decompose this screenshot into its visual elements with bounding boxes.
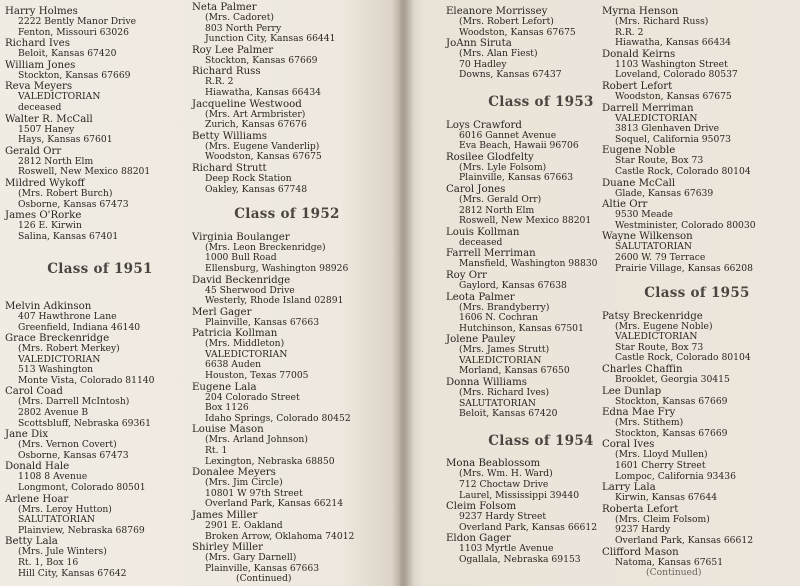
alumni-detail-line: Fenton, Missouri 63026 bbox=[18, 26, 129, 38]
alumni-name: Donna Williams bbox=[446, 377, 528, 389]
alumni-detail-line: (Mrs. Eugene Noble) bbox=[615, 320, 713, 332]
alumni-name: James Miller bbox=[192, 510, 258, 521]
alumni-detail-line: Laurel, Mississippi 39440 bbox=[459, 489, 580, 501]
alumni-detail-line: (Mrs. Robert Burch) bbox=[18, 187, 113, 199]
alumni-list-1951 bbox=[5, 301, 195, 579]
alumni-detail-line: 1103 Myrtle Avenue bbox=[459, 543, 554, 555]
alumni-name: Harry Holmes bbox=[5, 6, 78, 17]
alumni-entry bbox=[192, 2, 382, 45]
alumni-detail-line: (Mrs. Jim Circle) bbox=[205, 477, 283, 489]
class-heading-1955: Class of 1955 bbox=[644, 285, 750, 302]
alumni-name: Darrell Merriman bbox=[602, 102, 694, 114]
column-1 bbox=[5, 6, 195, 579]
alumni-name: Reva Meyers bbox=[5, 81, 73, 93]
alumni-detail-line: R.R. 2 bbox=[205, 76, 234, 88]
alumni-name: Roy Lee Palmer bbox=[192, 44, 274, 56]
alumni-detail-line: 204 Colorado Street bbox=[205, 391, 300, 403]
alumni-entry bbox=[5, 210, 195, 242]
alumni-detail-line: Broken Arrow, Oklahoma 74012 bbox=[205, 530, 355, 542]
alumni-detail-line: (Mrs. Cleim Folsom) bbox=[615, 513, 710, 525]
alumni-entry bbox=[192, 424, 382, 467]
alumni-detail-line: (Mrs. Arland Johnson) bbox=[205, 434, 308, 446]
alumni-detail-line: (Mrs. Middleton) bbox=[205, 338, 285, 350]
class-heading-1953: Class of 1953 bbox=[488, 93, 594, 110]
alumni-detail-line: Castle Rock, Colorado 80104 bbox=[615, 165, 751, 177]
alumni-name: James O'Rorke bbox=[5, 210, 82, 222]
alumni-detail-line: Hiawatha, Kansas 66434 bbox=[615, 37, 732, 49]
alumni-detail-line: Beloit, Kansas 67420 bbox=[18, 48, 117, 60]
alumni-detail-line: Overland Park, Kansas 66214 bbox=[205, 498, 344, 510]
alumni-detail-line: (Mrs. Jule Winters) bbox=[18, 546, 107, 558]
alumni-entry bbox=[192, 131, 382, 163]
alumni-detail-line: (Mrs. Lloyd Mullen) bbox=[615, 449, 708, 461]
alumni-detail-line: 1103 Washington Street bbox=[615, 58, 728, 70]
alumni-entry bbox=[192, 382, 382, 425]
alumni-name: Betty Lala bbox=[5, 536, 58, 548]
alumni-detail-line: 712 Choctaw Drive bbox=[459, 479, 549, 491]
alumni-detail-line: SALUTATORIAN bbox=[615, 241, 692, 253]
alumni-detail-line: Roswell, New Mexico 88201 bbox=[18, 166, 151, 178]
alumni-name: Lee Dunlap bbox=[602, 385, 662, 397]
alumni-detail-line: (Mrs. Gerald Orr) bbox=[459, 193, 542, 205]
alumni-entry bbox=[5, 114, 195, 146]
alumni-detail-line: Prairie Village, Kansas 66208 bbox=[615, 262, 753, 274]
alumni-detail-line: 10801 W 97th Street bbox=[205, 487, 303, 499]
alumni-detail-line: (Mrs. Wm. H. Ward) bbox=[459, 468, 553, 480]
alumni-detail-line: SALUTATORIAN bbox=[459, 397, 536, 409]
alumni-name: Melvin Adkinson bbox=[5, 300, 92, 312]
alumni-detail-line: Rt. 1, Box 16 bbox=[18, 557, 79, 568]
alumni-entry bbox=[602, 311, 792, 364]
alumni-detail-line: 3813 Glenhaven Drive bbox=[615, 123, 720, 135]
alumni-entry bbox=[602, 482, 792, 504]
alumni-name: Clifford Mason bbox=[602, 546, 679, 558]
alumni-entry bbox=[602, 49, 792, 81]
alumni-detail-line: (Mrs. Cadoret) bbox=[205, 12, 274, 23]
alumni-name: Eugene Noble bbox=[602, 145, 676, 157]
alumni-detail-line: (Mrs. Leroy Hutton) bbox=[18, 503, 112, 515]
alumni-name: Gerald Orr bbox=[5, 145, 62, 157]
alumni-name: Eleanore Morrissey bbox=[446, 6, 548, 17]
alumni-detail-line: Soquel, California 95073 bbox=[615, 133, 732, 145]
alumni-detail-line: Hill City, Kansas 67642 bbox=[18, 567, 127, 579]
alumni-name: Duane McCall bbox=[602, 177, 676, 189]
alumni-detail-line: 45 Sherwood Drive bbox=[205, 284, 295, 296]
alumni-detail-line: 2812 North Elm bbox=[18, 155, 94, 167]
continued-label-right: (Continued) bbox=[646, 567, 702, 579]
alumni-detail-line: R.R. 2 bbox=[615, 26, 644, 38]
alumni-detail-line: Lompoc, California 93436 bbox=[615, 470, 736, 482]
alumni-entry bbox=[602, 6, 792, 49]
alumni-name: Loys Crawford bbox=[446, 119, 522, 131]
alumni-detail-line: (Mrs. Robert Merkey) bbox=[18, 343, 120, 355]
alumni-detail-line: Zurich, Kansas 67676 bbox=[205, 119, 307, 131]
alumni-detail-line: Downs, Kansas 67437 bbox=[459, 69, 562, 81]
alumni-detail-line: 6016 Gannet Avenue bbox=[459, 129, 557, 141]
alumni-name: Carol Jones bbox=[446, 183, 506, 195]
alumni-detail-line: Overland Park, Kansas 66612 bbox=[615, 535, 754, 546]
alumni-detail-line: 1601 Cherry Street bbox=[615, 460, 706, 472]
alumni-name: Mildred Wykoff bbox=[5, 177, 85, 189]
alumni-detail-line: Castle Rock, Colorado 80104 bbox=[615, 352, 751, 364]
alumni-entry bbox=[5, 386, 195, 429]
alumni-entry bbox=[602, 145, 792, 177]
alumni-name: Patricia Kollman bbox=[192, 328, 278, 340]
alumni-detail-line: 70 Hadley bbox=[459, 58, 507, 70]
alumni-name: Donalee Meyers bbox=[192, 467, 276, 479]
alumni-entry bbox=[5, 494, 195, 537]
class-heading-1952: Class of 1952 bbox=[234, 206, 340, 223]
book-gutter bbox=[392, 0, 414, 586]
alumni-detail-line: 2901 E. Oakland bbox=[205, 520, 283, 531]
alumni-detail-line: Star Route, Box 73 bbox=[615, 155, 704, 167]
alumni-name: Richard Russ bbox=[192, 66, 261, 78]
alumni-detail-line: Gaylord, Kansas 67638 bbox=[459, 279, 567, 291]
alumni-name: Edna Mae Fry bbox=[602, 407, 676, 419]
alumni-entry bbox=[602, 547, 792, 569]
alumni-detail-line: Osborne, Kansas 67473 bbox=[18, 449, 129, 461]
alumni-detail-line: VALEDICTORIAN bbox=[18, 353, 101, 365]
alumni-detail-line: Westerly, Rhode Island 02891 bbox=[205, 295, 344, 307]
alumni-entry bbox=[192, 275, 382, 307]
alumni-entry bbox=[192, 510, 382, 542]
alumni-name: Arlene Hoar bbox=[5, 493, 69, 505]
alumni-detail-line: 1606 N. Cochran bbox=[459, 312, 539, 324]
alumni-name: Richard Ives bbox=[5, 38, 70, 50]
alumni-name: Neta Palmer bbox=[192, 2, 257, 13]
alumni-name: Carol Coad bbox=[5, 386, 63, 398]
alumni-detail-line: deceased bbox=[18, 101, 62, 113]
alumni-detail-line: (Mrs. Richard Russ) bbox=[615, 16, 709, 27]
alumni-entry bbox=[5, 461, 195, 493]
alumni-detail-line: Plainview, Nebraska 68769 bbox=[18, 524, 145, 536]
alumni-detail-line: Natoma, Kansas 67651 bbox=[615, 556, 724, 568]
alumni-entry bbox=[5, 429, 195, 461]
alumni-name: Wayne Wilkenson bbox=[602, 231, 693, 243]
alumni-entry bbox=[602, 103, 792, 146]
alumni-entry bbox=[5, 333, 195, 386]
alumni-entry bbox=[602, 364, 792, 386]
column-4 bbox=[602, 6, 792, 579]
alumni-detail-line: Plainville, Kansas 67663 bbox=[459, 172, 574, 184]
alumni-entry bbox=[5, 60, 195, 82]
alumni-entry bbox=[602, 178, 792, 200]
alumni-name: Betty Williams bbox=[192, 130, 267, 142]
alumni-detail-line: Eva Beach, Hawaii 96706 bbox=[459, 140, 579, 152]
alumni-detail-line: 2222 Bently Manor Drive bbox=[18, 16, 137, 27]
alumni-detail-line: Monte Vista, Colorado 81140 bbox=[18, 374, 155, 386]
alumni-name: Merl Gager bbox=[192, 306, 252, 318]
alumni-name: Cleim Folsom bbox=[446, 501, 517, 513]
alumni-list-1951-end bbox=[192, 2, 382, 195]
alumni-detail-line: 1108 8 Avenue bbox=[18, 471, 88, 483]
continued-label-left: (Continued) bbox=[236, 573, 292, 585]
alumni-detail-line: Deep Rock Station bbox=[205, 172, 292, 184]
alumni-detail-line: Houston, Texas 77005 bbox=[205, 370, 309, 382]
alumni-entry bbox=[602, 81, 792, 103]
alumni-name: Eldon Gager bbox=[446, 533, 511, 545]
alumni-detail-line: Longmont, Colorado 80501 bbox=[18, 482, 146, 494]
alumni-detail-line: Westminister, Colorado 80030 bbox=[615, 219, 756, 231]
alumni-entry bbox=[602, 386, 792, 408]
alumni-detail-line: Brooklet, Georgia 30415 bbox=[615, 374, 730, 386]
alumni-name: Rosilee Glodfelty bbox=[446, 151, 534, 163]
alumni-name: Leota Palmer bbox=[446, 291, 515, 303]
alumni-name: Roberta Lefort bbox=[602, 503, 679, 515]
alumni-entry bbox=[192, 99, 382, 131]
alumni-name: Grace Breckenridge bbox=[5, 333, 110, 345]
alumni-name: Farrell Merriman bbox=[446, 248, 536, 260]
alumni-detail-line: (Mrs. Gary Darnell) bbox=[205, 552, 297, 564]
alumni-name: Jacqueline Westwood bbox=[192, 98, 302, 110]
alumni-name: Richard Strutt bbox=[192, 162, 267, 174]
alumni-entry bbox=[5, 301, 195, 333]
alumni-name: Shirley Miller bbox=[192, 542, 264, 554]
alumni-detail-line: (Mrs. Richard Ives) bbox=[459, 387, 550, 399]
alumni-name: David Beckenridge bbox=[192, 274, 291, 286]
alumni-entry bbox=[192, 307, 382, 329]
alumni-detail-line: Stockton, Kansas 67669 bbox=[615, 427, 728, 439]
alumni-entry bbox=[5, 536, 195, 579]
alumni-detail-line: Loveland, Colorado 80537 bbox=[615, 69, 738, 81]
alumni-name: Jane Dix bbox=[5, 429, 49, 441]
alumni-detail-line: Plainville, Kansas 67663 bbox=[205, 562, 320, 574]
alumni-entry bbox=[192, 467, 382, 510]
alumni-detail-line: 803 North Perry bbox=[205, 22, 282, 34]
alumni-detail-line: 2812 North Elm bbox=[459, 204, 535, 216]
alumni-detail-line: Ellensburg, Washington 98926 bbox=[205, 262, 349, 274]
alumni-entry bbox=[5, 81, 195, 113]
alumni-detail-line: Hiawatha, Kansas 66434 bbox=[205, 86, 322, 98]
alumni-detail-line: Beloit, Kansas 67420 bbox=[459, 408, 558, 420]
alumni-entry bbox=[602, 199, 792, 231]
alumni-name: Charles Chaffin bbox=[602, 364, 683, 376]
alumni-entry bbox=[192, 66, 382, 98]
alumni-detail-line: Overland Park, Kansas 66612 bbox=[459, 521, 598, 533]
column-2 bbox=[192, 2, 382, 585]
alumni-name: Donald Hale bbox=[5, 461, 70, 473]
alumni-name: Walter R. McCall bbox=[5, 113, 93, 125]
alumni-name: Donald Keirns bbox=[602, 48, 676, 60]
alumni-detail-line: (Mrs. Art Armbrister) bbox=[205, 108, 306, 120]
alumni-detail-line: Mansfield, Washington 98830 bbox=[459, 258, 598, 270]
alumni-detail-line: VALEDICTORIAN bbox=[459, 354, 542, 366]
alumni-entry bbox=[192, 163, 382, 195]
alumni-entry bbox=[5, 6, 195, 38]
class-heading-1954: Class of 1954 bbox=[488, 432, 594, 449]
alumni-detail-line: (Mrs. Vernon Covert) bbox=[18, 439, 117, 451]
alumni-detail-line: Star Route, Box 73 bbox=[615, 341, 704, 353]
alumni-detail-line: 9530 Meade bbox=[615, 209, 673, 221]
alumni-detail-line: Idaho Springs, Colorado 80452 bbox=[205, 412, 351, 424]
alumni-entry bbox=[602, 231, 792, 274]
alumni-entry bbox=[602, 504, 792, 547]
alumni-name: Eugene Lala bbox=[192, 381, 257, 393]
alumni-detail-line: 2802 Avenue B bbox=[18, 407, 89, 419]
alumni-detail-line: Oakley, Kansas 67748 bbox=[205, 183, 308, 195]
alumni-detail-line: Osborne, Kansas 67473 bbox=[18, 198, 129, 210]
alumni-detail-line: Scottsbluff, Nebraska 69361 bbox=[18, 417, 151, 429]
alumni-detail-line: Plainville, Kansas 67663 bbox=[205, 316, 320, 328]
alumni-detail-line: SALUTATORIAN bbox=[18, 514, 95, 526]
alumni-name: Jolene Pauley bbox=[446, 334, 516, 346]
alumni-name: Altie Orr bbox=[602, 199, 648, 211]
alumni-name: Louis Kollman bbox=[446, 226, 520, 238]
alumni-name: Robert Lefort bbox=[602, 80, 673, 92]
alumni-detail-line: Hutchinson, Kansas 67501 bbox=[459, 322, 584, 334]
alumni-entry bbox=[602, 407, 792, 439]
alumni-detail-line: VALEDICTORIAN bbox=[615, 112, 698, 124]
alumni-detail-line: Junction City, Kansas 66441 bbox=[205, 33, 336, 45]
alumni-detail-line: (Mrs. Eugene Vanderlip) bbox=[205, 140, 320, 152]
alumni-entry bbox=[192, 328, 382, 381]
alumni-detail-line: (Mrs. Stithem) bbox=[615, 417, 684, 429]
alumni-detail-line: Greenfield, Indiana 46140 bbox=[18, 321, 141, 333]
alumni-list-1952 bbox=[192, 232, 382, 575]
alumni-list-1950-end bbox=[5, 6, 195, 242]
alumni-entry bbox=[192, 45, 382, 67]
alumni-name: Coral Ives bbox=[602, 439, 655, 451]
alumni-detail-line: 6638 Auden bbox=[205, 359, 262, 371]
alumni-detail-line: 407 Hawthrone Lane bbox=[18, 310, 117, 322]
class-heading-1951: Class of 1951 bbox=[47, 261, 153, 278]
alumni-name: William Jones bbox=[5, 59, 76, 71]
alumni-detail-line: Stockton, Kansas 67669 bbox=[18, 69, 131, 81]
alumni-detail-line: (Mrs. Darrell McIntosh) bbox=[18, 396, 130, 408]
alumni-detail-line: Ogallala, Nebraska 69153 bbox=[459, 554, 581, 565]
alumni-detail-line: Salina, Kansas 67401 bbox=[18, 230, 119, 242]
alumni-detail-line: Woodston, Kansas 67675 bbox=[459, 26, 576, 38]
alumni-name: JoAnn Siruta bbox=[446, 38, 512, 50]
alumni-detail-line: deceased bbox=[459, 236, 503, 248]
alumni-detail-line: Morland, Kansas 67650 bbox=[459, 365, 570, 377]
alumni-name: Myrna Henson bbox=[602, 6, 679, 17]
alumni-detail-line: Stockton, Kansas 67669 bbox=[615, 395, 728, 407]
alumni-detail-line: (Mrs. Brandyberry) bbox=[459, 301, 550, 313]
alumni-detail-line: Hays, Kansas 67601 bbox=[18, 134, 113, 146]
alumni-detail-line: Roswell, New Mexico 88201 bbox=[459, 215, 592, 227]
alumni-entry bbox=[192, 542, 382, 574]
alumni-name: Virginia Boulanger bbox=[192, 231, 290, 243]
alumni-name: Louise Mason bbox=[192, 424, 264, 436]
alumni-detail-line: 1000 Bull Road bbox=[205, 252, 277, 264]
alumni-detail-line: VALEDICTORIAN bbox=[205, 348, 288, 360]
alumni-detail-line: (Mrs. James Strutt) bbox=[459, 344, 550, 356]
alumni-detail-line: Glade, Kansas 67639 bbox=[615, 187, 714, 199]
alumni-detail-line: Woodston, Kansas 67675 bbox=[615, 90, 732, 102]
alumni-detail-line: (Mrs. Robert Lefort) bbox=[459, 16, 554, 27]
alumni-detail-line: Stockton, Kansas 67669 bbox=[205, 54, 318, 66]
alumni-entry bbox=[5, 38, 195, 60]
alumni-name: Roy Orr bbox=[446, 269, 487, 281]
alumni-detail-line: 9237 Hardy Street bbox=[459, 511, 547, 523]
alumni-detail-line: Woodston, Kansas 67675 bbox=[205, 151, 322, 163]
alumni-list-1955 bbox=[602, 311, 792, 569]
alumni-detail-line: 1507 Haney bbox=[18, 123, 75, 135]
alumni-detail-line: 126 E. Kirwin bbox=[18, 220, 82, 232]
alumni-detail-line: VALEDICTORIAN bbox=[615, 331, 698, 343]
alumni-entry bbox=[192, 232, 382, 275]
alumni-detail-line: (Mrs. Lyle Folsom) bbox=[459, 161, 547, 173]
alumni-entry bbox=[602, 439, 792, 482]
alumni-detail-line: 513 Washington bbox=[18, 364, 94, 376]
alumni-name: Patsy Breckenridge bbox=[602, 310, 703, 322]
alumni-list-1954-end bbox=[602, 6, 792, 274]
alumni-detail-line: Box 1126 bbox=[205, 402, 249, 414]
alumni-name: Mona Beablossom bbox=[446, 458, 541, 470]
alumni-detail-line: VALEDICTORIAN bbox=[18, 91, 101, 103]
alumni-detail-line: 9237 Hardy bbox=[615, 524, 671, 536]
alumni-detail-line: Kirwin, Kansas 67644 bbox=[615, 492, 718, 504]
alumni-detail-line: (Mrs. Leon Breckenridge) bbox=[205, 241, 326, 253]
alumni-detail-line: Lexington, Nebraska 68850 bbox=[205, 455, 335, 467]
alumni-entry bbox=[5, 146, 195, 178]
alumni-entry bbox=[5, 178, 195, 210]
alumni-detail-line: (Mrs. Alan Fiest) bbox=[459, 48, 538, 60]
alumni-detail-line: Rt. 1 bbox=[205, 445, 228, 457]
alumni-name: Larry Lala bbox=[602, 482, 656, 494]
alumni-detail-line: 2600 W. 79 Terrace bbox=[615, 251, 706, 263]
